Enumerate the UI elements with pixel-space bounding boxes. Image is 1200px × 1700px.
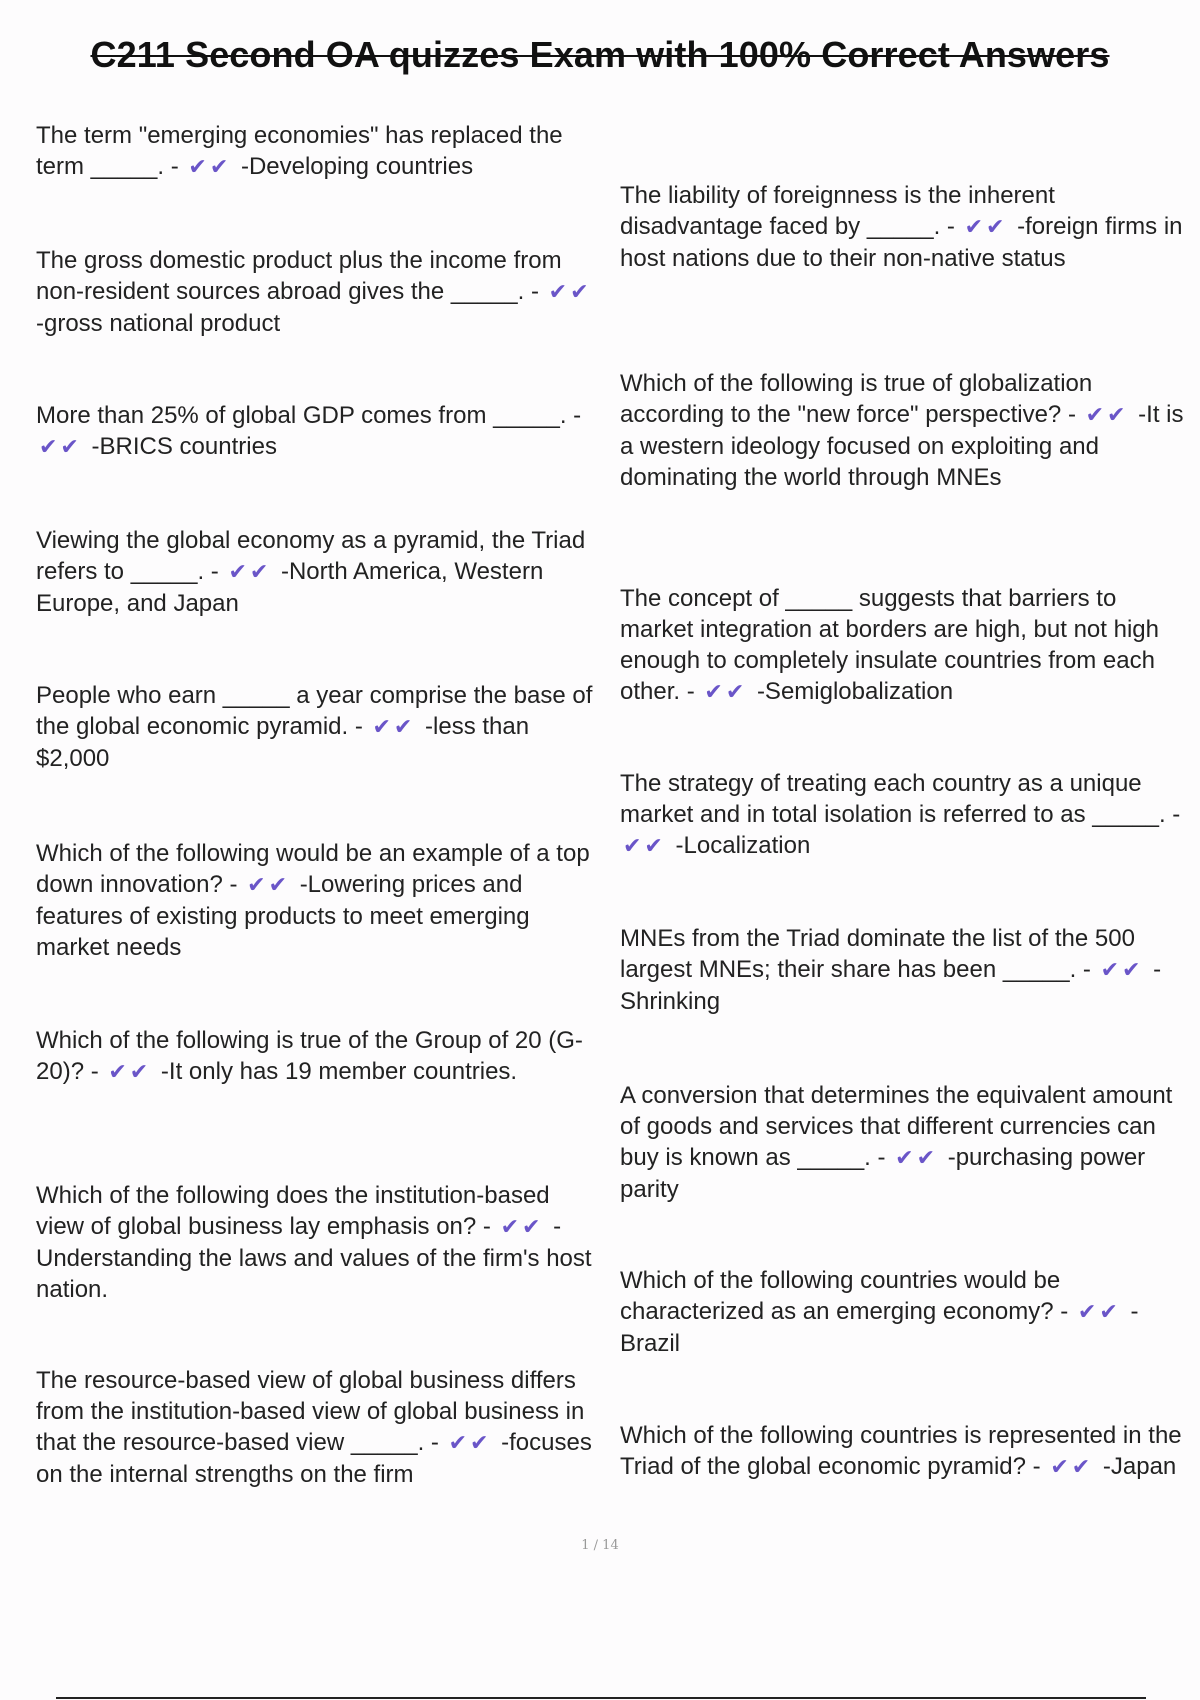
- check-icon: ✔✔: [108, 1060, 152, 1085]
- question-text: MNEs from the Triad dominate the list of the 500 largest MNEs; their share has been _____. -: [620, 925, 1135, 983]
- answer-text: -Lowering prices and features of existing products to meet emerging market needs: [36, 871, 530, 961]
- question-item: [620, 768, 1190, 862]
- question-text: Which of the following countries is represented in the Triad of the global economic pyramid? -: [620, 1422, 1182, 1480]
- answer-text: -Japan: [1102, 1453, 1177, 1480]
- question-text: A conversion that determines the equivalent amount of goods and services that different currencies can buy is known as _____. -: [620, 1082, 1173, 1171]
- check-icon: ✔✔: [228, 560, 272, 585]
- check-icon: ✔✔: [704, 680, 748, 705]
- question-item: [620, 583, 1190, 708]
- page-title: C211 Second OA quizzes Exam with 100% Correct Answers: [90, 34, 1110, 75]
- question-text: The strategy of treating each country as a unique market and in total isolation is referred to as _____. -: [620, 770, 1181, 828]
- question-item: [620, 1265, 1190, 1359]
- answer-text: -North America, Western Europe, and Japan: [36, 558, 544, 617]
- check-icon: ✔✔: [247, 873, 291, 898]
- question-text: People who earn _____ a year comprise the base of the global economic pyramid. -: [36, 682, 593, 740]
- answer-text: -Localization: [675, 832, 811, 859]
- question-item: [620, 1420, 1190, 1483]
- check-icon: ✔✔: [500, 1215, 544, 1240]
- question-item: [36, 680, 596, 774]
- question-text: The resource-based view of global business differs from the institution-based view of global business in that the resource-based view _____. -: [36, 1367, 585, 1456]
- page-number: 1 / 14: [581, 1538, 619, 1553]
- check-icon: ✔✔: [448, 1431, 492, 1456]
- check-icon: ✔✔: [1077, 1300, 1121, 1325]
- answer-text: -Semiglobalization: [756, 678, 954, 705]
- question-item: [36, 1025, 596, 1088]
- check-icon: ✔✔: [1085, 403, 1129, 428]
- question-item: [36, 400, 596, 463]
- check-icon: ✔✔: [623, 834, 666, 859]
- check-icon: ✔✔: [1100, 958, 1144, 983]
- question-item: [620, 923, 1190, 1017]
- check-icon: ✔✔: [548, 280, 592, 305]
- question-item: [620, 1080, 1190, 1205]
- answer-text: -less than $2,000: [36, 713, 530, 772]
- answer-text: -purchasing power parity: [620, 1144, 1146, 1203]
- check-icon: ✔✔: [964, 215, 1008, 240]
- footer-divider: [56, 1697, 1146, 1699]
- question-text: Which of the following would be an example of a top down innovation? -: [36, 840, 590, 898]
- question-item: [36, 838, 596, 963]
- answer-text: -Understanding the laws and values of the firm's host nation.: [36, 1213, 592, 1303]
- question-item: [36, 525, 596, 619]
- answer-text: -Brazil: [620, 1298, 1139, 1357]
- check-icon: ✔✔: [188, 155, 232, 180]
- question-text: More than 25% of global GDP comes from _____. -: [36, 402, 582, 429]
- answer-text: -focuses on the internal strengths on the firm: [36, 1429, 592, 1488]
- check-icon: ✔✔: [372, 715, 416, 740]
- check-icon: ✔✔: [895, 1146, 939, 1171]
- answer-text: -BRICS countries: [91, 433, 277, 460]
- answer-text: -foreign firms in host nations due to their non-native status: [620, 213, 1183, 272]
- question-item: [620, 180, 1190, 274]
- question-text: The concept of _____ suggests that barriers to market integration at borders are high, but not high enough to completely insulate countries from each other. -: [620, 585, 1159, 705]
- question-text: Which of the following does the institution-based view of global business lay emphasis on? -: [36, 1182, 550, 1240]
- question-item: [36, 120, 596, 183]
- answer-text: -gross national product: [36, 310, 281, 337]
- check-icon: ✔✔: [1050, 1455, 1094, 1480]
- question-text: Which of the following is true of the Group of 20 (G-20)? -: [36, 1027, 583, 1085]
- answer-text: -Shrinking: [620, 956, 1162, 1015]
- answer-text: -Developing countries: [240, 153, 474, 180]
- question-text: The liability of foreignness is the inherent disadvantage faced by _____. -: [620, 182, 1055, 240]
- question-text: The gross domestic product plus the income from non-resident sources abroad gives the _____. -: [36, 247, 562, 305]
- question-item: [36, 245, 596, 339]
- question-text: The term "emerging economies" has replaced the term _____. -: [36, 122, 563, 180]
- question-text: Which of the following countries would be characterized as an emerging economy? -: [620, 1267, 1069, 1325]
- question-item: [36, 1365, 596, 1490]
- question-text: Viewing the global economy as a pyramid, the Triad refers to _____. -: [36, 527, 586, 585]
- answer-text: -It is a western ideology focused on exploiting and dominating the world through MNEs: [620, 401, 1184, 491]
- check-icon: ✔✔: [39, 435, 82, 460]
- question-item: [620, 368, 1190, 493]
- question-text: Which of the following is true of globalization according to the "new force" perspective? -: [620, 370, 1093, 428]
- question-item: [36, 1180, 596, 1305]
- answer-text: -It only has 19 member countries.: [160, 1058, 518, 1085]
